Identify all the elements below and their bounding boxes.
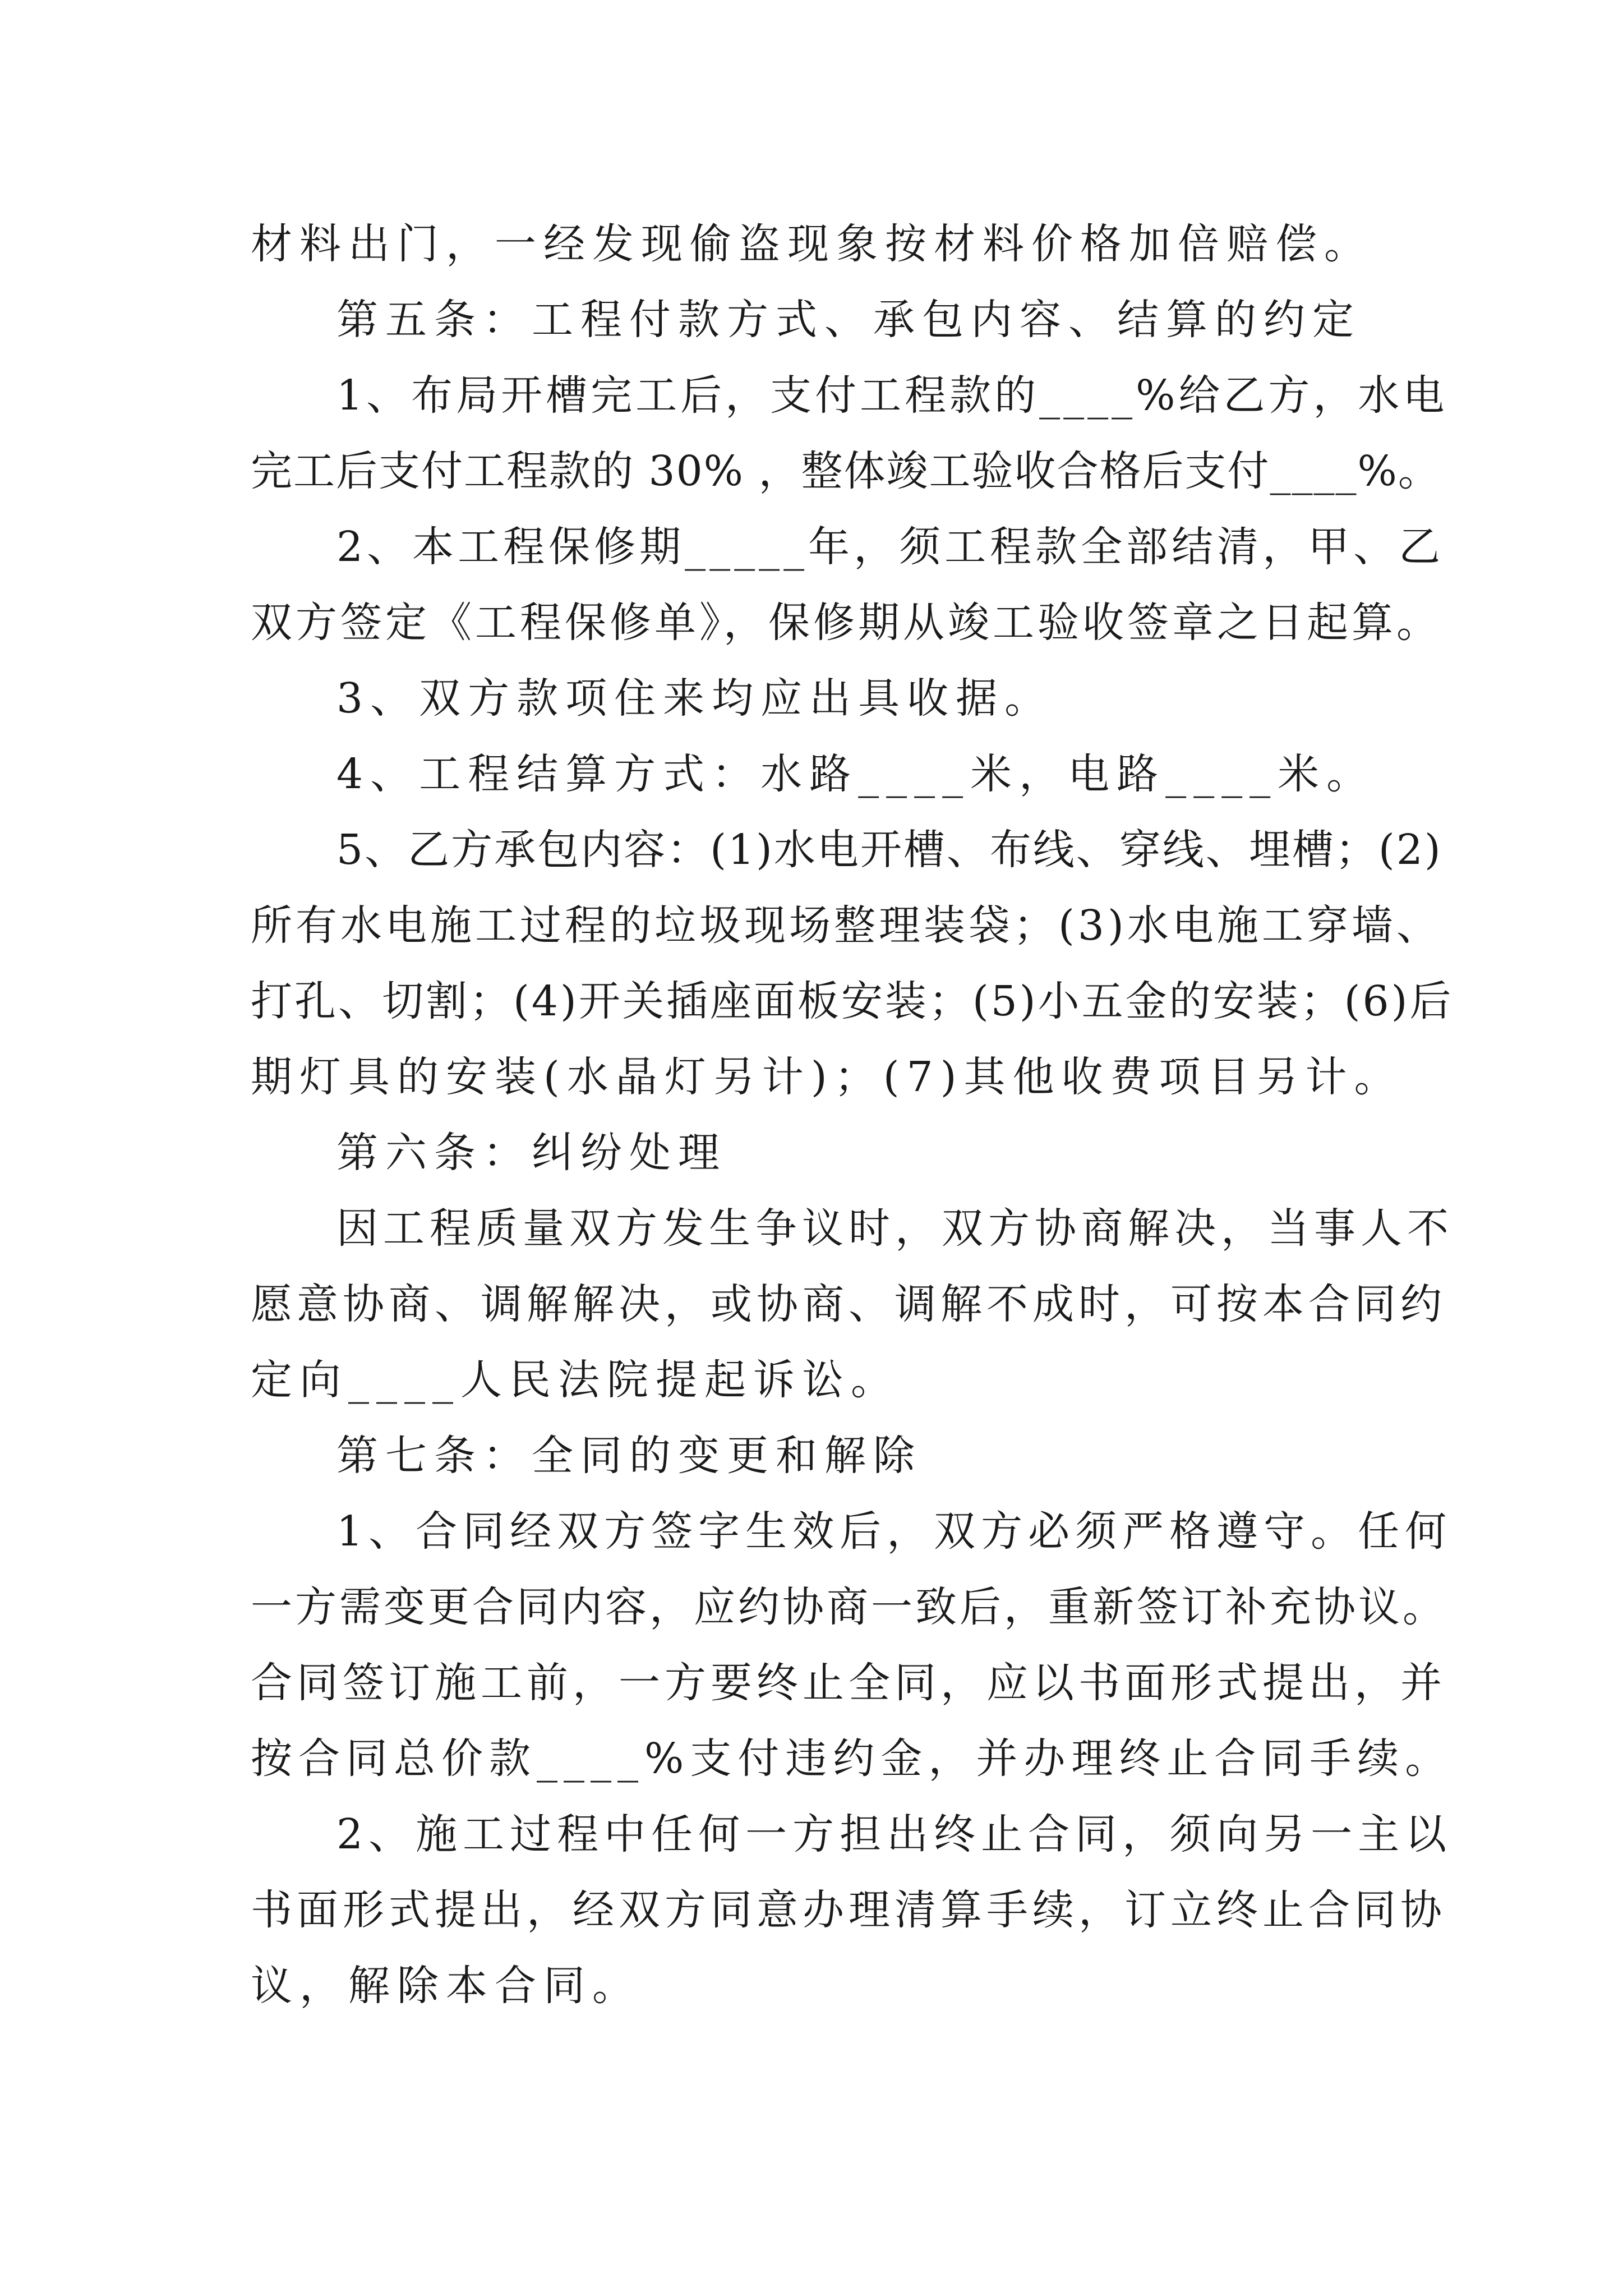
- paragraph-line: 2、本工程保修期_____年，须工程款全部结清，甲、乙: [336, 523, 1445, 571]
- paragraph-line: 3、双方款项住来均应出具收据。: [336, 674, 1054, 723]
- paragraph-line: 按合同总价款____%支付违约金，并办理终止合同手续。: [251, 1734, 1453, 1783]
- paragraph-line: 4、工程结算方式：水路____米，电路____米。: [336, 750, 1376, 798]
- paragraph-line: 5、乙方承包内容：(1)水电开槽、布线、穿线、埋槽；(2): [336, 826, 1442, 874]
- paragraph-line: 愿意协商、调解解决，或协商、调解不成时，可按本合同约: [251, 1280, 1446, 1328]
- paragraph-line: 1、布局开槽完工后，支付工程款的____%给乙方，水电: [336, 371, 1448, 420]
- paragraph-line: 所有水电施工过程的垃圾现场整理装袋；(3)水电施工穿墙、: [251, 901, 1441, 950]
- paragraph-line: 定向____人民法院提起诉讼。: [251, 1356, 900, 1404]
- paragraph-line: 1、合同经双方签字生效后，双方必须严格遵守。任何: [336, 1507, 1453, 1556]
- paragraph-line: 材料出门，一经发现偷盗现象按材料价格加倍赔偿。: [251, 220, 1373, 268]
- section-heading: 第七条：全同的变更和解除: [336, 1432, 922, 1480]
- section-heading: 第五条：工程付款方式、承包内容、结算的约定: [336, 296, 1361, 344]
- section-heading: 第六条：纠纷处理: [336, 1129, 727, 1177]
- paragraph-line: 议，解除本合同。: [251, 1962, 641, 2010]
- paragraph-line: 期灯具的安装(水晶灯另计)；(7)其他收费项目另计。: [251, 1053, 1403, 1101]
- paragraph-line: 书面形式提出，经双方同意办理清算手续，订立终止合同协: [251, 1886, 1446, 1934]
- paragraph-line: 因工程质量双方发生争议时，双方协商解决，当事人不: [336, 1204, 1454, 1253]
- paragraph-line: 完工后支付工程款的 30% ，整体竣工验收合格后支付____%。: [251, 447, 1441, 495]
- paragraph-line: 一方需变更合同内容，应约协商一致后，重新签订补充协议。: [251, 1583, 1447, 1631]
- paragraph-line: 双方签定《工程保修单》，保修期从竣工验收签章之日起算。: [251, 599, 1441, 647]
- paragraph-line: 打孔、切割；(4)开关插座面板安装；(5)小五金的安装；(6)后: [251, 977, 1454, 1025]
- paragraph-line: 合同签订施工前，一方要终止全同，应以书面形式提出，并: [251, 1659, 1446, 1707]
- paragraph-line: 2、施工过程中任何一方担出终止合同，须向另一主以: [336, 1810, 1453, 1858]
